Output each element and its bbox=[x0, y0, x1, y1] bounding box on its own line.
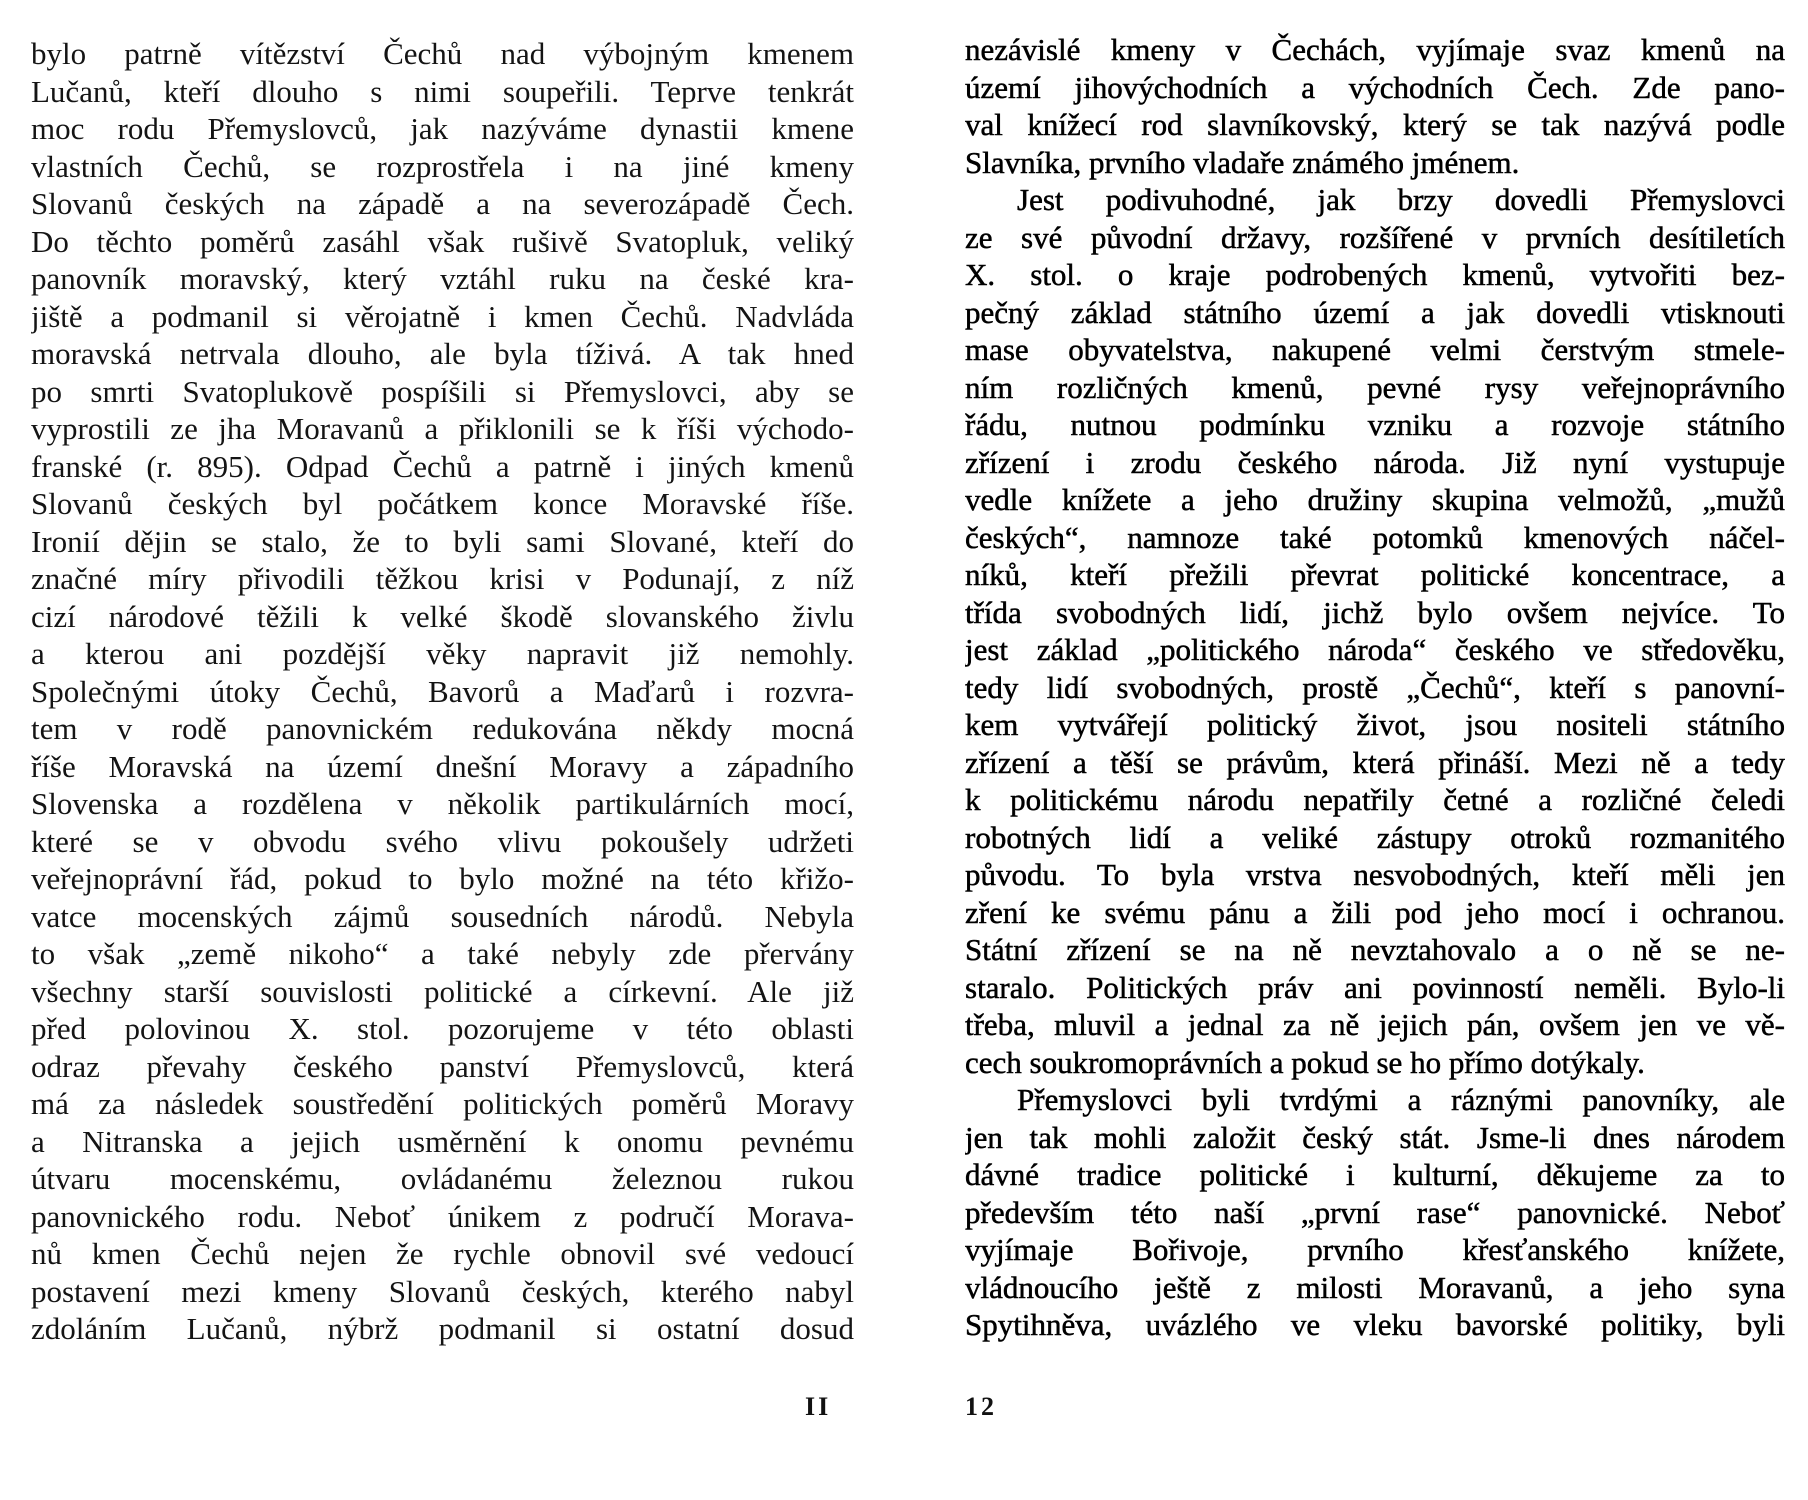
text-line: území jihovýchodních a východních Čech. Zde pano- bbox=[965, 69, 1785, 105]
text-line: pečný základ státního území a jak dovedli vtisknouti bbox=[965, 294, 1785, 330]
text-line: říše Moravská na území dnešní Moravy a západního bbox=[31, 748, 854, 784]
text-line: Spytihněva, uvázlého ve vleku bavorské politiky, byli bbox=[965, 1307, 1785, 1342]
text-line: po smrti Svatoplukově pospíšili si Přemyslovci, aby se bbox=[31, 373, 854, 409]
text-line: Přemyslovci byli tvrdými a ráznými panovníky, ale bbox=[1017, 1082, 1785, 1117]
text-line: jen tak mohli založit český stát. Jsme-li dnes národem bbox=[965, 1119, 1785, 1155]
text-line: a kterou ani pozdější věky napravit již nemohly. bbox=[31, 636, 854, 671]
text-line: má za následek soustředění politických poměrů Moravy bbox=[31, 1086, 854, 1121]
text-line: Společnými útoky Čechů, Bavorů a Maďarů i rozvra- bbox=[31, 673, 854, 709]
text-line: zřízení i zrodu českého národa. Již nyní vystupuje bbox=[965, 444, 1785, 480]
text-line: před polovinou X. stol. pozorujeme v této oblasti bbox=[31, 1011, 854, 1046]
text-line: jiště a podmanil si věrojatně i kmen Čechů. Nadvláda bbox=[31, 298, 854, 334]
page-number-right: 12 bbox=[965, 1392, 997, 1421]
text-line: Slavníka, prvního vladaře známého jménem. bbox=[965, 144, 1520, 180]
text-line: tedy lidí svobodných, prostě „Čechů“, kteří s panovní- bbox=[965, 669, 1785, 705]
text-line: především této naší „první rase“ panovnické. Neboť bbox=[965, 1194, 1785, 1230]
text-line: vatce mocenských zájmů sousedních národů. Nebyla bbox=[31, 898, 854, 934]
text-line: vyprostili ze jha Moravanů a přiklonili se k říši východo- bbox=[31, 411, 854, 446]
text-line: třída svobodných lidí, jichž bylo ovšem nejvíce. To bbox=[965, 594, 1785, 630]
text-line: útvaru mocenskému, ovládanému železnou rukou bbox=[31, 1161, 854, 1196]
text-line: řádu, nutnou podmínku vzniku a rozvoje státního bbox=[965, 407, 1785, 442]
text-line: třeba, mluvil a jednal za ně jejich pán, ovšem jen ve vě- bbox=[965, 1007, 1785, 1042]
text-line: to však „země nikoho“ a také nebyly zde přervány bbox=[31, 936, 854, 971]
text-line: val knížecí rod slavníkovský, který se tak nazývá podle bbox=[965, 107, 1785, 142]
text-line: bylo patrně vítězství Čechů nad výbojným kmenem bbox=[31, 36, 854, 71]
text-line: kem vytvářejí politický život, jsou nositeli státního bbox=[965, 707, 1785, 742]
text-line: Do těchto poměrů zasáhl však rušivě Svatopluk, veliký bbox=[31, 223, 854, 259]
text-line: panovnického rodu. Neboť únikem z područí Morava- bbox=[31, 1198, 854, 1234]
text-line: Lučanů, kteří dlouho s nimi soupeřili. Teprve tenkrát bbox=[31, 73, 854, 109]
text-line: mase obyvatelstva, nakupené velmi čerstvým stmele- bbox=[965, 332, 1785, 367]
text-line: vládnoucího ještě z milosti Moravanů, a jeho syna bbox=[965, 1269, 1785, 1305]
text-line: zdoláním Lučanů, nýbrž podmanil si ostatní dosud bbox=[31, 1311, 854, 1346]
text-line: vlastních Čechů, se rozprostřela i na jiné kmeny bbox=[31, 148, 854, 184]
text-line: níků, kteří přežili převrat politické koncentrace, a bbox=[965, 557, 1785, 592]
text-line: původu. To byla vrstva nesvobodných, kteří měli jen bbox=[965, 857, 1785, 892]
text-line: k politickému národu nepatřily četné a rozličné čeledi bbox=[965, 782, 1785, 817]
text-line: Slovanů českých na západě a na severozápadě Čech. bbox=[31, 186, 854, 221]
text-line: které se v obvodu svého vlivu pokoušely udržeti bbox=[31, 823, 854, 859]
page-number-left: II bbox=[805, 1392, 832, 1421]
text-line: moravská netrvala dlouho, ale byla tíživá. A tak hned bbox=[31, 336, 854, 371]
right-page-text bbox=[965, 31, 1785, 1344]
text-line: staralo. Politických práv ani povinností neměli. Bylo-li bbox=[965, 969, 1785, 1005]
text-line: veřejnoprávní řád, pokud to bylo možné na této křižo- bbox=[31, 861, 854, 896]
text-line: franské (r. 895). Odpad Čechů a patrně i jiných kmenů bbox=[31, 448, 854, 484]
text-line: vyjímaje Bořivoje, prvního křesťanského knížete, bbox=[965, 1232, 1785, 1267]
text-line: Státní zřízení se na ně nevztahovalo a o ně se ne- bbox=[965, 932, 1785, 967]
text-line: nezávislé kmeny v Čechách, vyjímaje svaz kmenů na bbox=[965, 32, 1785, 67]
text-line: zření ke svému pánu a žili pod jeho mocí i ochranou. bbox=[965, 894, 1785, 930]
text-line: značné míry přivodili těžkou krisi v Podunají, z níž bbox=[31, 561, 854, 596]
text-line: moc rodu Přemyslovců, jak nazýváme dynastii kmene bbox=[31, 111, 854, 146]
text-line: a Nitranska a jejich usměrnění k onomu pevnému bbox=[31, 1123, 854, 1159]
text-line: ním rozličných kmenů, pevné rysy veřejnoprávního bbox=[965, 369, 1785, 405]
text-line: postavení mezi kmeny Slovanů českých, kterého nabyl bbox=[31, 1273, 854, 1309]
text-line: vedle knížete a jeho družiny skupina velmožů, „mužů bbox=[965, 482, 1785, 517]
text-line: Jest podivuhodné, jak brzy dovedli Přemyslovci bbox=[1017, 182, 1785, 217]
text-line: všechny starší souvislosti politické a církevní. Ale již bbox=[31, 973, 854, 1009]
text-line: dávné tradice politické i kulturní, děkujeme za to bbox=[965, 1157, 1785, 1192]
text-line: panovník moravský, který vztáhl ruku na české kra- bbox=[31, 261, 854, 296]
text-line: cizí národové těžili k velké škodě slovanského živlu bbox=[31, 598, 854, 634]
text-line: nů kmen Čechů nejen že rychle obnovil své vedoucí bbox=[31, 1236, 854, 1271]
text-line: Ironií dějin se stalo, že to byli sami Slované, kteří do bbox=[31, 523, 854, 559]
text-line: českých“, namnoze také potomků kmenových náčel- bbox=[965, 519, 1785, 555]
text-line: robotných lidí a veliké zástupy otroků rozmanitého bbox=[965, 819, 1785, 855]
text-line: Slovenska a rozdělena v několik partikulárních mocí, bbox=[31, 786, 854, 821]
text-line: cech soukromoprávních a pokud se ho přímo dotýkaly. bbox=[965, 1044, 1645, 1080]
text-line: odraz převahy českého panství Přemyslovců, která bbox=[31, 1048, 854, 1084]
text-line: jest základ „politického národa“ českého ve středověku, bbox=[965, 632, 1785, 667]
text-line: zřízení a těší se právům, která přináší. Mezi ně a tedy bbox=[965, 744, 1785, 780]
text-line: tem v rodě panovnickém redukována někdy mocná bbox=[31, 711, 854, 746]
left-page-text bbox=[31, 35, 854, 1348]
text-line: X. stol. o kraje podrobených kmenů, vytvořiti bez- bbox=[965, 257, 1785, 292]
text-line: ze své původní državy, rozšířené v prvních desítiletích bbox=[965, 219, 1785, 255]
text-line: Slovanů českých byl počátkem konce Moravské říše. bbox=[31, 486, 854, 521]
